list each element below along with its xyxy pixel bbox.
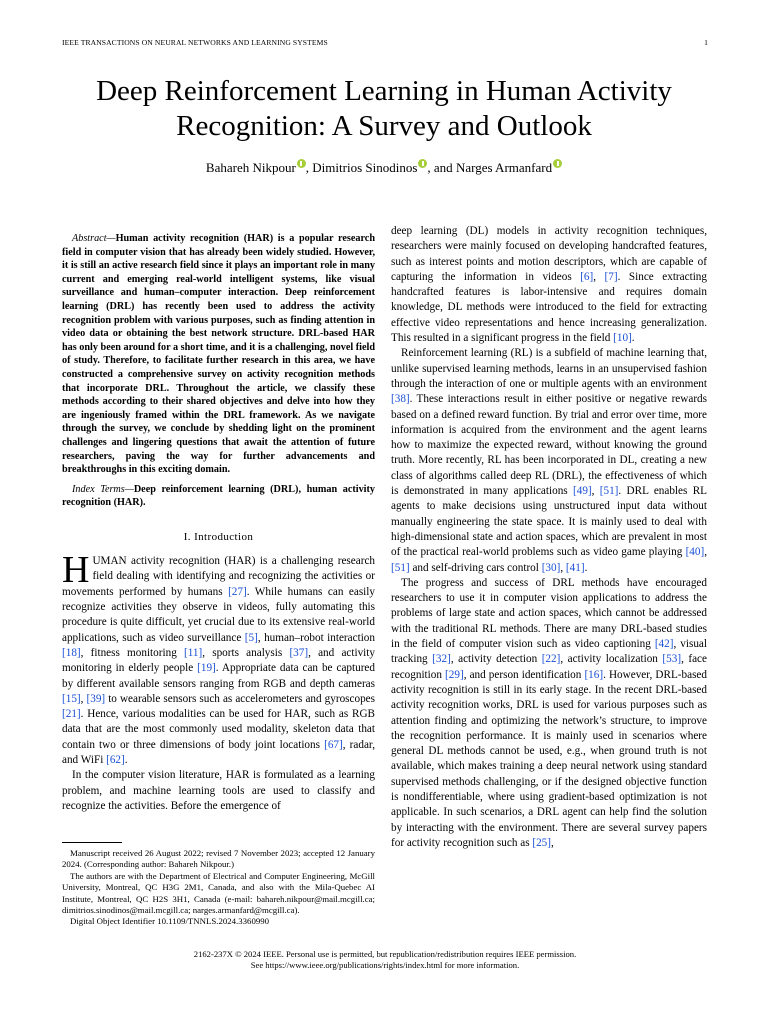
citation-link[interactable]: [67] bbox=[324, 738, 343, 751]
citation-link[interactable]: [15] bbox=[62, 692, 81, 705]
abstract: Abstract—Human activity recognition (HAR) is a popular research field in computer vision that has already been widely studied. However, it is still an active research field since it plays an important role in many current and emerging real-world intelligent systems, like visual surveillance and human–computer interaction. Deep reinforcement learning (DRL) has recently been used to address the activity recognition problem with various purposes, such as finding attention in video data or obtaining the best network structure. DRL-based HAR has only been around for a short time, and it is a challenging, novel field of study. Therefore, to facilitate further research in this area, we have constructed a comprehensive survey on activity recognition methods that incorporate DRL. Throughout the article, we classify these methods according to their shared objectives and delve into how they are ingeniously framed within the DRL framework. As we navigate through the survey, we conclude by shedding light on the prominent challenges and lingering questions that await the attention of future researchers, paving the way for further advancements and breakthroughs in this exciting domain. bbox=[62, 233, 375, 476]
rights-link[interactable]: See https://www.ieee.org/publications/rights/index.html for more information. bbox=[250, 960, 520, 970]
paper-title: Deep Reinforcement Learning in Human Activity Recognition: A Survey and Outlook bbox=[96, 75, 672, 142]
index-terms: Index Terms—Deep reinforcement learning (DRL), human activity recognition (HAR). bbox=[62, 483, 375, 509]
citation-link[interactable]: [21] bbox=[62, 708, 81, 721]
footnote-divider bbox=[62, 842, 122, 843]
citation-link[interactable]: [62] bbox=[106, 754, 125, 767]
drop-cap: H bbox=[62, 549, 90, 592]
author-name: Bahareh Nikpour bbox=[205, 160, 296, 175]
section-heading: I. Introduction bbox=[183, 530, 254, 543]
copyright-line: 2162-237X © 2024 IEEE. Personal use is permitted, but republication/redistribution requires IEEE permission. bbox=[193, 949, 577, 959]
citation-link[interactable]: [51] bbox=[391, 561, 410, 574]
citation-link[interactable]: [51] bbox=[599, 485, 619, 498]
citation-link[interactable]: [53] bbox=[662, 653, 682, 666]
citation-link[interactable]: [30] bbox=[541, 561, 561, 574]
citation-link[interactable]: [27] bbox=[228, 585, 247, 598]
copyright-notice bbox=[62, 949, 708, 971]
citation-link[interactable]: [40] bbox=[685, 546, 705, 559]
intro-paragraph: In the computer vision literature, HAR is formulated as a learning problem, and machine learning tools are used to classify and recognize the activities. Before the emergence of bbox=[62, 769, 375, 812]
manuscript-dates: Manuscript received 26 August 2022; revised 7 November 2023; accepted 12 January 2024. (Corresponding author: Bahareh Nikpour.) bbox=[62, 848, 375, 870]
journal-name: IEEE TRANSACTIONS ON NEURAL NETWORKS AND LEARNING SYSTEMS bbox=[62, 38, 328, 47]
citation-link[interactable]: [10] bbox=[613, 332, 632, 345]
citation-link[interactable]: [11] bbox=[184, 646, 203, 659]
citation-link[interactable]: [19] bbox=[197, 662, 216, 675]
citation-link[interactable]: [41] bbox=[565, 561, 585, 574]
author-name: Dimitrios Sinodinos bbox=[312, 160, 418, 175]
citation-link[interactable]: [22] bbox=[541, 653, 561, 666]
running-head bbox=[62, 38, 708, 47]
citation-link[interactable]: [25] bbox=[532, 836, 551, 849]
citation-link[interactable]: [6] bbox=[580, 270, 594, 283]
footnote bbox=[62, 848, 375, 928]
citation-link[interactable]: [42] bbox=[654, 638, 674, 651]
orcid-icon[interactable] bbox=[553, 159, 562, 168]
citation-link[interactable]: [7] bbox=[604, 270, 618, 283]
citation-link[interactable]: [49] bbox=[573, 485, 592, 498]
citation-link[interactable]: [16] bbox=[584, 668, 604, 681]
author-list: Bahareh Nikpour , Dimitrios Sinodinos , and Narges Armanfard bbox=[40, 159, 728, 176]
doi[interactable]: Digital Object Identifier 10.1109/TNNLS.2024.3360990 bbox=[70, 916, 270, 927]
citation-link[interactable]: [29] bbox=[445, 668, 464, 681]
citation-link[interactable]: [37] bbox=[289, 646, 309, 659]
right-column bbox=[391, 224, 707, 851]
citation-link[interactable]: [5] bbox=[244, 631, 258, 644]
page-number: 1 bbox=[704, 38, 708, 47]
citation-link[interactable]: [32] bbox=[432, 653, 451, 666]
body-paragraph: deep learning (DL) models in activity recognition techniques, researchers were mainly focused on developing handcrafted features, such as interest points and motion descriptors, which are capable of capturing the information in videos [6], [7]. Since extracting handcrafted features is labor-intensive and requires domain knowledge, DL methods were introduced to the field for extracting effective video representations and hence increasing generalization. This resulted in a significant progress in the field [10]. bbox=[391, 225, 707, 345]
left-column bbox=[62, 232, 375, 814]
author-name: Narges Armanfard bbox=[455, 160, 553, 175]
intro-paragraph: HUMAN activity recognition (HAR) is a challenging research field dealing with identifying and recognizing the activities or movements performed by humans [27]. While humans can easily recognize activities they observe in videos, fully automating this procedure is quite difficult, yet crucial due to its extensive real-world applications, such as video surveillance [5], human–robot interaction [18], fitness monitoring [11], sports analysis [37], and activity monitoring in elderly people [19]. Appropriate data can be captured by different available sensors ranging from RGB and depth cameras [15], [39] to wearable sensors such as accelerometers and gyroscopes [21]. Hence, various modalities can be used for HAR, such as RGB data that are the most commonly used modality, skeleton data that contain two or three dimensions of body joint locations [67], radar, and WiFi [62]. bbox=[62, 549, 375, 767]
orcid-icon[interactable] bbox=[297, 159, 306, 168]
citation-link[interactable]: [38] bbox=[391, 393, 410, 406]
citation-link[interactable]: [39] bbox=[86, 692, 106, 705]
citation-link[interactable]: [18] bbox=[62, 646, 81, 659]
affiliations: The authors are with the Department of Electrical and Computer Engineering, McGill University, Montreal, QC H3G 2M1, Canada, and also with the Mila-Quebec AI Institute, Montreal, QC H2S 3H1, Canada (e-mail: bahareh.nikpour@mail.mcgill.ca; dimitrios.sinodinos@mail.mcgill.ca; narges.armanfard@mcgill.ca). bbox=[62, 870, 375, 916]
body-paragraph: The progress and success of DRL methods have encouraged researchers to use it in computer vision applications to address the problems of large state and action spaces, which cannot be addressed with the traditional RL methods. There are many DRL-based studies in the field of computer vision such as video captioning [42], visual tracking [32], activity detection [22], activity localization [53], face recognition [29], and person identification [16]. However, DRL-based activity recognition is still in its early stage. In the recent DRL-based activity recognition works, DRL is used for various purposes such as attention finding and optimizing the network’s structure, to improve the recognition performance. It is mainly used in scenarios where general DL methods cannot be used, e.g., when ground truth is not available, which makes training a deep neural network using standard supervised methods challenging, or if the designed objective function is nondifferentiable, where using gradient-based optimization is not applicable. In such scenarios, a DRL agent can help find the solution by interacting with the environment. There are several survey papers for activity recognition such as [25], bbox=[391, 576, 707, 849]
body-paragraph: Reinforcement learning (RL) is a subfield of machine learning that, unlike supervised learning methods, learns in an unsupervised fashion through the interaction of one or multiple agents with an environment [38]. These interactions result in either positive or negative rewards based on a defined reward function. By trial and error over time, more information is acquired from the environment and the agent learns how to maximize the expected reward, without knowing the ground truth. More recently, RL has been incorporated in DL, creating a new class of algorithms called deep RL (DRL), the effectiveness of which is demonstrated in many applications [49], [51]. DRL enables RL agents to make decisions using unstructured input data without manually engineering the state space. It is mainly used to deal with high-dimensional state and action spaces, which are prevalent in most of the practical real-world problems such as video game playing [40], [51] and self-driving cars control [30], [41]. bbox=[391, 347, 707, 574]
